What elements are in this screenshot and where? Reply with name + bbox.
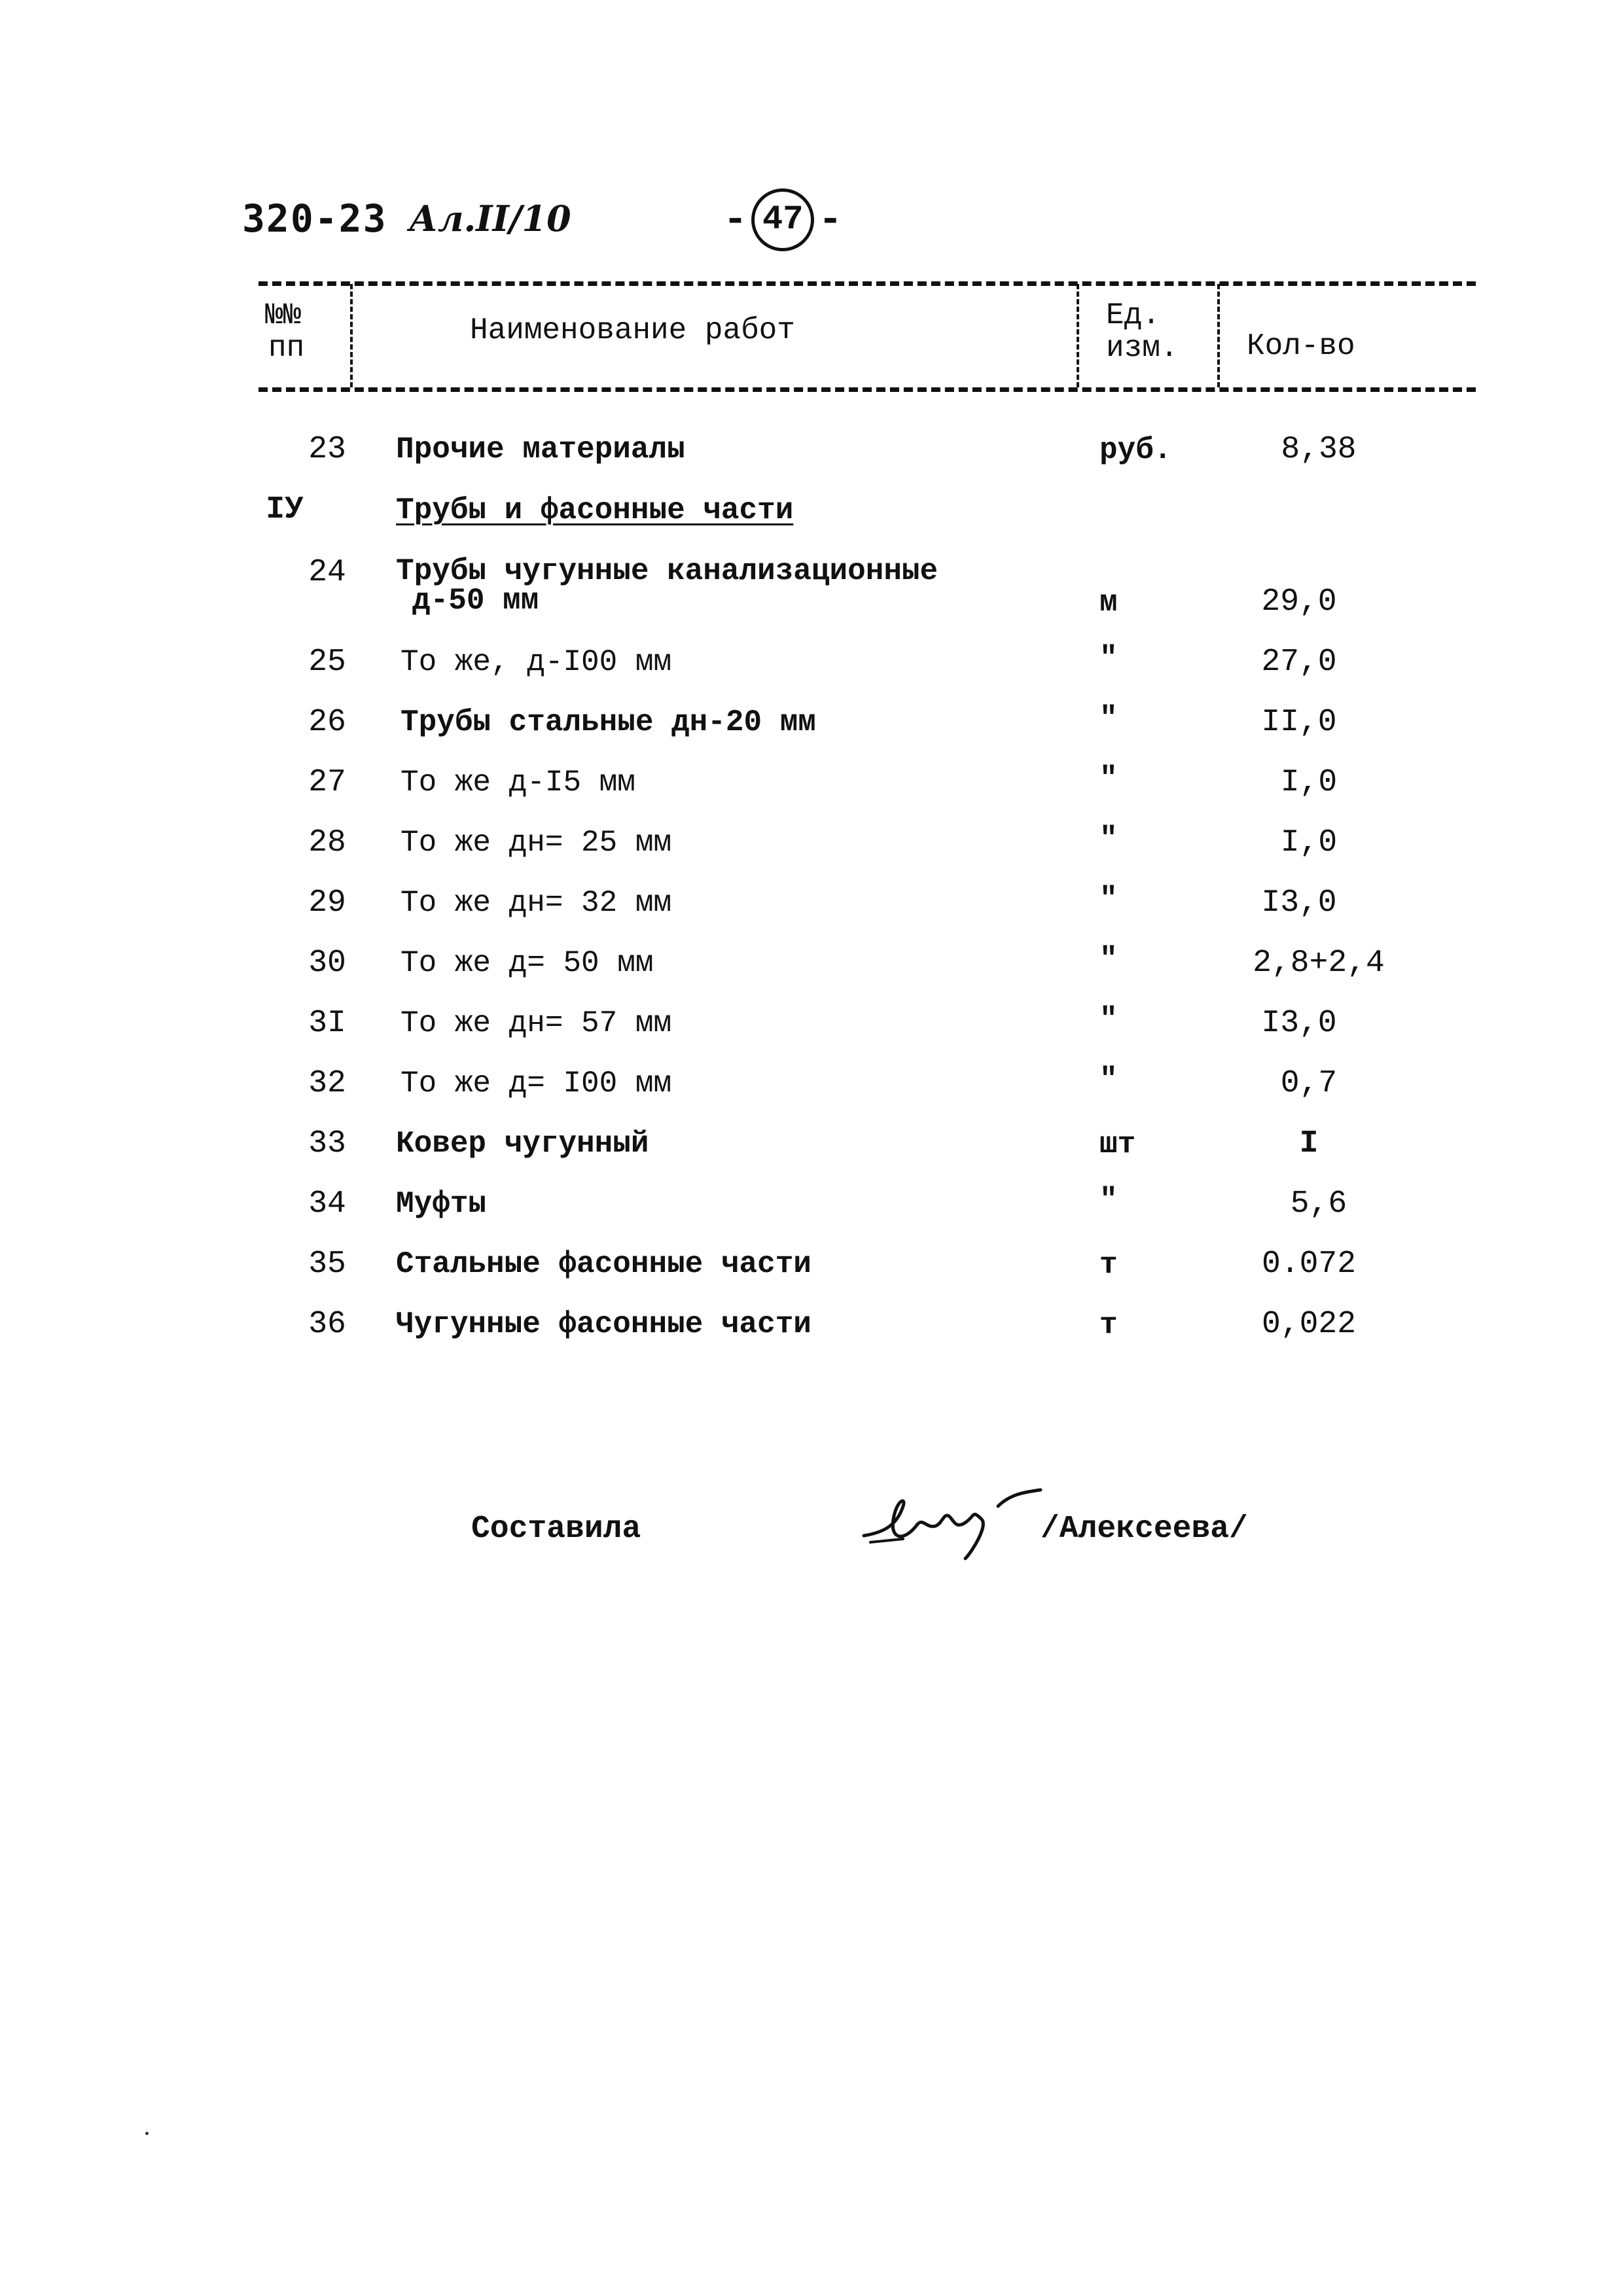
table-row-unit: " — [1099, 822, 1118, 856]
signer-name: /Алексеева/ — [1041, 1511, 1248, 1547]
scan-speck — [145, 2132, 149, 2135]
table-row-num: 30 — [308, 945, 346, 981]
table-row-qty: 0,7 — [1280, 1066, 1338, 1101]
table-row-name: Трубы стальные дн-20 мм — [401, 705, 816, 739]
table-row-unit: руб. — [1099, 433, 1172, 467]
table-row-num: 29 — [308, 885, 346, 921]
table-top-rule — [259, 281, 1476, 286]
page-number-dash-left: - — [723, 196, 748, 243]
document-code: 320-23 — [242, 196, 387, 241]
table-row-name: То же д= I00 мм — [401, 1067, 672, 1101]
table-row-name: То же дн= 57 мм — [401, 1006, 672, 1040]
table-row-num: 32 — [308, 1066, 346, 1101]
table-row-name: Прочие материалы — [396, 433, 685, 467]
table-row-num: 26 — [308, 705, 346, 740]
sheet-reference: Ал.II/10 — [409, 198, 571, 239]
table-row-unit: м — [1099, 586, 1118, 620]
table-row-unit: " — [1099, 1002, 1118, 1036]
table-row-num: 33 — [308, 1126, 346, 1161]
table-row-num: 3I — [308, 1006, 346, 1041]
table-row-name: То же, д-I00 мм — [401, 645, 672, 679]
table-row-unit: " — [1099, 1063, 1118, 1097]
table-row-unit: т — [1099, 1248, 1118, 1282]
table-row-num: 27 — [308, 765, 346, 800]
table-row-qty: II,0 — [1261, 705, 1337, 740]
table-row-qty: I,0 — [1280, 825, 1338, 860]
table-row-num: 28 — [308, 825, 346, 860]
table-row-name: То же д= 50 мм — [401, 946, 654, 980]
table-row-qty: I3,0 — [1261, 885, 1337, 921]
table-row-name: Трубы чугунные канализационные — [396, 554, 938, 588]
table-row-name: Муфты — [396, 1187, 487, 1221]
section-title: Трубы и фасонные части — [396, 493, 794, 527]
header-num-line2: пп — [268, 331, 305, 365]
table-row-qty: 8,38 — [1281, 432, 1357, 467]
table-row-unit: " — [1099, 1183, 1118, 1217]
table-row-unit: " — [1099, 942, 1118, 976]
table-row-unit: " — [1099, 762, 1118, 796]
table-row-name: То же дн= 32 мм — [401, 886, 672, 920]
column-divider-2 — [1077, 284, 1079, 387]
table-row-num: 24 — [308, 555, 346, 590]
page-number-block — [723, 188, 842, 251]
table-header-bottom-rule — [259, 387, 1476, 392]
table-row-num: 35 — [308, 1246, 346, 1282]
table-row-name: Чугунные фасонные части — [396, 1307, 812, 1341]
table-row-qty: 0.072 — [1261, 1246, 1357, 1282]
header-num-line1: №№ — [265, 298, 302, 332]
table-row-unit: шт — [1099, 1127, 1136, 1161]
table-row-unit: т — [1099, 1308, 1118, 1342]
table-row-qty: I3,0 — [1261, 1006, 1337, 1041]
table-row-qty: 0,022 — [1261, 1307, 1357, 1342]
table-row-name: То же д-I5 мм — [401, 766, 635, 800]
table-row-unit: " — [1099, 882, 1118, 916]
table-row-qty: 27,0 — [1261, 645, 1337, 680]
table-row-unit: " — [1099, 701, 1118, 735]
column-divider-3 — [1217, 284, 1220, 387]
table-row-num: 34 — [308, 1186, 346, 1222]
compiled-by-label: Составила — [471, 1511, 641, 1547]
table-row-unit: " — [1099, 641, 1118, 675]
table-row-num: 23 — [308, 432, 346, 467]
table-row-num: 36 — [308, 1307, 346, 1342]
column-divider-1 — [350, 284, 353, 387]
table-row-name: Стальные фасонные части — [396, 1247, 812, 1281]
table-row-num: 25 — [308, 645, 346, 680]
table-row-qty: 5,6 — [1290, 1186, 1347, 1222]
header-qty: Кол-во — [1247, 329, 1355, 363]
header-unit-line1: Ед. — [1106, 298, 1160, 332]
section-num: IУ — [266, 492, 304, 527]
table-row-qty: I,0 — [1280, 765, 1338, 800]
signature-image — [857, 1480, 1047, 1565]
page-number-dash-right: - — [818, 196, 843, 243]
table-row-name: Ковер чугунный — [396, 1127, 649, 1161]
table-row-name-continuation: д-50 мм — [412, 584, 539, 618]
header-unit-line2: изм. — [1106, 331, 1179, 365]
header-name: Наименование работ — [470, 313, 795, 347]
page-number: 47 — [751, 188, 814, 251]
table-row-qty: 29,0 — [1261, 584, 1337, 620]
table-row-qty: I — [1299, 1126, 1319, 1161]
table-row-name: То же дн= 25 мм — [401, 826, 672, 860]
table-row-qty: 2,8+2,4 — [1253, 945, 1385, 981]
